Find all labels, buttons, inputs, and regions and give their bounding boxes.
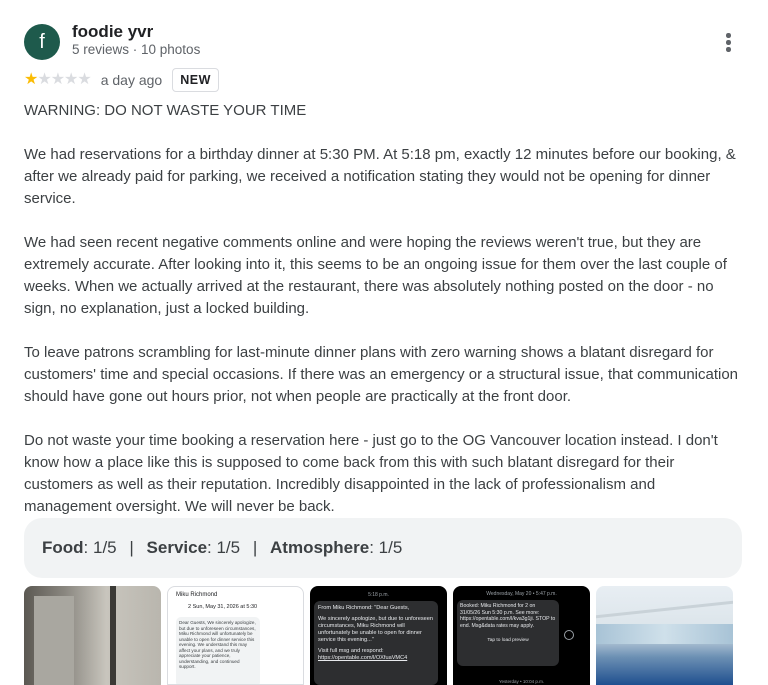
photo-thumbnail[interactable]: [310, 586, 447, 685]
attr-label-food: Food: [42, 538, 84, 557]
reviewer-name[interactable]: foodie yvr: [72, 22, 154, 41]
attr-label-service: Service: [146, 538, 208, 557]
photo-text: Dear Guests, We sincerely apologize, but due to unforeseen circumstances, Miku Richmond will unfortunately be unable to open for dinner service this evening. We understand this may affect your plans, and we truly appreciate your patience, understanding, and continued support.: [176, 617, 260, 685]
reviewer-meta: 5 reviews · 10 photos: [72, 42, 201, 57]
attr-label-atmosphere: Atmosphere: [270, 538, 370, 557]
more-options-icon[interactable]: [716, 30, 740, 54]
review-paragraph: We had seen recent negative comments online and were hoping the reviews weren't true, but they are extremely accurate. After looking into it, this seems to be an ongoing issue for them over the last couple of weeks. When we actually arrived at the restaurant, there was absolutely nothing posted on the door - no sign, no explanation, just a locked building.: [24, 234, 727, 317]
photo-text: https://opentable.com/l/OXfuaVMC4: [318, 655, 408, 661]
attr-value-service: : 1/5: [207, 538, 241, 557]
star-rating: [24, 72, 91, 88]
star-icon: ★: [77, 71, 91, 88]
photo-thumbnail[interactable]: [24, 586, 161, 685]
review-paragraph: To leave patrons scrambling for last-minute dinner plans with zero warning shows a blatant disregard for customers' time and special occasions. If there was an emergency or a structural issue, that communication should have gone out hours prior, not when people are practically at the front door.: [24, 344, 739, 405]
new-badge: NEW: [172, 68, 219, 92]
attr-separator: |: [252, 538, 258, 557]
photo-text: Yesterday • 10:04 p.m.: [498, 679, 545, 684]
review-paragraph: Do not waste your time booking a reservation here - just go to the OG Vancouver location instead. I don't know how a place like this is supposed to come back from this with such blatant disregard for their customers as well as their reputation. Incredibly disappointed in the lack of professionalism and management oversight. We will never be back.: [24, 432, 718, 515]
star-icon: ★: [24, 71, 38, 88]
posted-time: a day ago: [100, 72, 163, 88]
photo-thumbnail[interactable]: [453, 586, 590, 685]
photo-text: Booked: Miku Richmond for 2 on 31/05/26 Sun 5:30 p.m. See more: https://opentable.com/l/kva3g1ji. STOP to end. Msg&data rates may apply.: [457, 600, 559, 666]
review-paragraph: We had reservations for a birthday dinner at 5:30 PM. At 5:18 pm, exactly 12 minutes before our booking, & after we already paid for parking, we received a notification stating they would not be opening for dinner service.: [24, 146, 736, 207]
review-paragraph: WARNING: DO NOT WASTE YOUR TIME: [24, 102, 307, 119]
photo-thumbnail[interactable]: [596, 586, 733, 685]
star-icon: ★: [64, 71, 78, 88]
review-text: [24, 100, 744, 540]
avatar[interactable]: f: [24, 24, 60, 60]
photo-text: Visit full msg and respond:: [318, 648, 384, 654]
photo-text: Tap to load preview: [487, 638, 529, 643]
reply-icon: [564, 630, 574, 640]
photo-text: Miku Richmond: [176, 592, 218, 598]
photo-strip: [24, 586, 744, 685]
photo-thumbnail[interactable]: [167, 586, 304, 685]
star-icon: ★: [37, 71, 51, 88]
star-icon: ★: [50, 71, 65, 88]
photo-text: From Miku Richmond: "Dear Guests,: [318, 605, 410, 611]
photo-text: 5:18 p.m.: [368, 592, 389, 598]
photo-text: We sincerely apologize, but due to unforeseen circumstances, Miku Richmond will unfortunately be unable to open for dinner service this evening...": [318, 616, 433, 643]
attribute-ratings: [24, 518, 742, 578]
attr-value-food: : 1/5: [83, 538, 117, 557]
photo-text: Wednesday, May 20 • 5:47 p.m.: [486, 591, 557, 597]
attr-value-atmosphere: : 1/5: [369, 538, 403, 557]
attr-separator: |: [129, 538, 134, 557]
rating-row: [24, 68, 219, 92]
photo-text: 2 Sun, May 31, 2026 at 5:30: [188, 604, 258, 610]
